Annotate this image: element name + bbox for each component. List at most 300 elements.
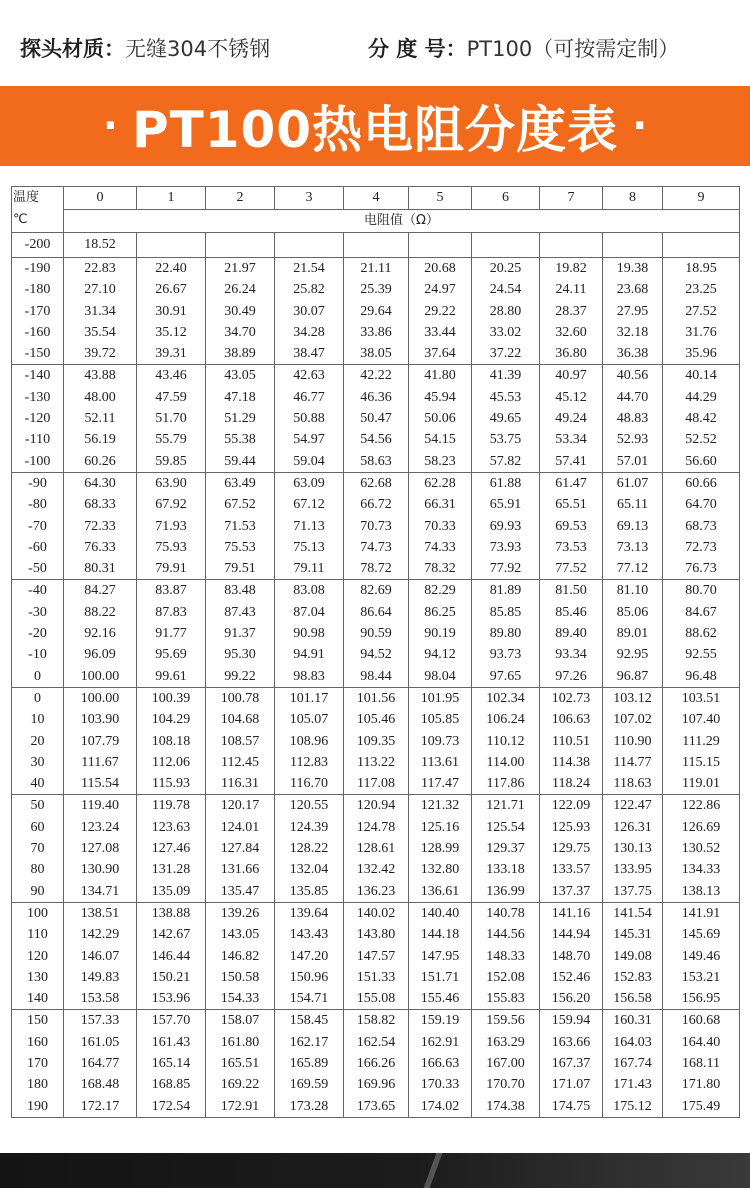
resistance-cell: 81.50 — [540, 580, 603, 602]
resistance-cell: 70.33 — [409, 516, 472, 537]
resistance-cell: 156.58 — [603, 988, 663, 1010]
resistance-cell: 147.95 — [409, 946, 472, 967]
resistance-cell: 99.61 — [137, 666, 206, 688]
resistance-cell: 81.89 — [472, 580, 540, 602]
temperature-cell: -140 — [12, 365, 64, 387]
resistance-cell: 168.85 — [137, 1074, 206, 1095]
resistance-cell: 53.75 — [472, 429, 540, 450]
resistance-cell: 158.82 — [344, 1010, 409, 1032]
temperature-cell: -170 — [12, 301, 64, 322]
table-row — [12, 258, 740, 280]
resistance-cell: 136.99 — [472, 881, 540, 903]
resistance-cell: 106.63 — [540, 709, 603, 730]
resistance-cell: 131.28 — [137, 859, 206, 880]
resistance-cell: 36.80 — [540, 343, 603, 365]
resistance-cell: 62.28 — [409, 472, 472, 494]
resistance-cell: 136.23 — [344, 881, 409, 903]
table-row — [12, 817, 740, 838]
resistance-cell: 108.57 — [206, 731, 275, 752]
resistance-cell: 106.24 — [472, 709, 540, 730]
resistance-cell: 60.66 — [663, 472, 740, 494]
resistance-cell: 87.04 — [275, 602, 344, 623]
resistance-cell: 91.77 — [137, 623, 206, 644]
resistance-cell: 127.08 — [64, 838, 137, 859]
resistance-cell: 159.94 — [540, 1010, 603, 1032]
resistance-cell: 49.65 — [472, 408, 540, 429]
resistance-cell: 147.20 — [275, 946, 344, 967]
resistance-cell: 41.39 — [472, 365, 540, 387]
resistance-cell: 63.90 — [137, 472, 206, 494]
temperature-cell: 90 — [12, 881, 64, 903]
resistance-cell: 24.97 — [409, 279, 472, 300]
resistance-cell: 35.12 — [137, 322, 206, 343]
resistance-cell: 80.70 — [663, 580, 740, 602]
column-header: 6 — [472, 187, 540, 210]
resistance-cell: 149.08 — [603, 946, 663, 967]
resistance-cell: 18.52 — [64, 233, 137, 258]
column-header: 2 — [206, 187, 275, 210]
resistance-unit-label: 电阻值（Ω） — [64, 210, 740, 233]
resistance-cell: 166.63 — [409, 1053, 472, 1074]
resistance-cell: 76.33 — [64, 537, 137, 558]
temperature-cell: -80 — [12, 494, 64, 515]
temperature-cell: 0 — [12, 687, 64, 709]
probe-material-value: 无缝304不锈钢 — [125, 37, 271, 61]
table-row — [12, 365, 740, 387]
resistance-cell: 71.93 — [137, 516, 206, 537]
resistance-cell: 138.51 — [64, 902, 137, 924]
resistance-cell: 35.96 — [663, 343, 740, 365]
resistance-cell: 150.96 — [275, 967, 344, 988]
resistance-cell: 107.79 — [64, 731, 137, 752]
resistance-cell: 87.83 — [137, 602, 206, 623]
resistance-cell: 78.72 — [344, 558, 409, 580]
resistance-cell: 116.31 — [206, 773, 275, 795]
resistance-cell: 146.44 — [137, 946, 206, 967]
resistance-cell: 144.56 — [472, 924, 540, 945]
resistance-cell: 122.86 — [663, 795, 740, 817]
resistance-cell: 133.95 — [603, 859, 663, 880]
resistance-cell: 155.08 — [344, 988, 409, 1010]
resistance-cell: 27.10 — [64, 279, 137, 300]
resistance-cell: 63.49 — [206, 472, 275, 494]
table-row — [12, 988, 740, 1010]
resistance-cell: 130.52 — [663, 838, 740, 859]
resistance-cell: 159.56 — [472, 1010, 540, 1032]
table-row — [12, 1032, 740, 1053]
resistance-cell: 24.54 — [472, 279, 540, 300]
resistance-cell: 122.47 — [603, 795, 663, 817]
temperature-cell: 130 — [12, 967, 64, 988]
resistance-cell: 136.61 — [409, 881, 472, 903]
table-row — [12, 494, 740, 515]
resistance-cell: 23.25 — [663, 279, 740, 300]
resistance-cell: 133.57 — [540, 859, 603, 880]
resistance-cell: 141.16 — [540, 902, 603, 924]
celsius-unit-label: ℃ — [13, 212, 28, 227]
table-row — [12, 967, 740, 988]
resistance-cell: 77.12 — [603, 558, 663, 580]
resistance-cell: 79.11 — [275, 558, 344, 580]
resistance-cell: 70.73 — [344, 516, 409, 537]
resistance-cell: 139.26 — [206, 902, 275, 924]
resistance-cell: 67.92 — [137, 494, 206, 515]
resistance-cell: 92.55 — [663, 644, 740, 665]
resistance-cell: 30.91 — [137, 301, 206, 322]
resistance-cell: 34.28 — [275, 322, 344, 343]
resistance-cell: 148.70 — [540, 946, 603, 967]
resistance-cell: 146.82 — [206, 946, 275, 967]
resistance-cell: 169.96 — [344, 1074, 409, 1095]
table-row — [12, 731, 740, 752]
resistance-cell: 84.67 — [663, 602, 740, 623]
resistance-cell: 172.91 — [206, 1096, 275, 1118]
resistance-cell: 29.64 — [344, 301, 409, 322]
resistance-cell: 52.11 — [64, 408, 137, 429]
resistance-cell: 126.69 — [663, 817, 740, 838]
resistance-cell: 46.36 — [344, 387, 409, 408]
table-row — [12, 644, 740, 665]
resistance-cell: 81.10 — [603, 580, 663, 602]
resistance-cell: 170.33 — [409, 1074, 472, 1095]
resistance-cell: 51.29 — [206, 408, 275, 429]
resistance-cell: 54.97 — [275, 429, 344, 450]
resistance-cell: 59.04 — [275, 451, 344, 473]
banner-dot-left: · — [102, 103, 118, 149]
resistance-cell: 97.26 — [540, 666, 603, 688]
resistance-cell: 171.80 — [663, 1074, 740, 1095]
title-banner — [0, 86, 750, 166]
resistance-cell: 160.68 — [663, 1010, 740, 1032]
resistance-cell: 104.29 — [137, 709, 206, 730]
resistance-cell: 101.17 — [275, 687, 344, 709]
resistance-cell: 54.56 — [344, 429, 409, 450]
temperature-cell: 100 — [12, 902, 64, 924]
table-row — [12, 881, 740, 903]
resistance-cell: 75.93 — [137, 537, 206, 558]
table-row — [12, 946, 740, 967]
banner-dot-right: · — [632, 103, 648, 149]
resistance-cell: 42.63 — [275, 365, 344, 387]
resistance-cell: 105.85 — [409, 709, 472, 730]
resistance-cell: 135.09 — [137, 881, 206, 903]
resistance-cell: 61.07 — [603, 472, 663, 494]
resistance-cell: 39.31 — [137, 343, 206, 365]
temperature-cell: 70 — [12, 838, 64, 859]
resistance-cell: 83.48 — [206, 580, 275, 602]
resistance-cell: 19.82 — [540, 258, 603, 280]
resistance-cell: 59.44 — [206, 451, 275, 473]
resistance-cell: 77.92 — [472, 558, 540, 580]
temperature-corner-cell — [12, 187, 64, 233]
resistance-cell: 28.80 — [472, 301, 540, 322]
resistance-cell: 32.60 — [540, 322, 603, 343]
temperature-cell: -10 — [12, 644, 64, 665]
resistance-cell: 171.07 — [540, 1074, 603, 1095]
resistance-cell: 96.48 — [663, 666, 740, 688]
resistance-cell: 88.62 — [663, 623, 740, 644]
resistance-cell: 171.43 — [603, 1074, 663, 1095]
resistance-cell: 164.77 — [64, 1053, 137, 1074]
resistance-cell: 30.07 — [275, 301, 344, 322]
resistance-cell: 103.51 — [663, 687, 740, 709]
resistance-cell: 22.83 — [64, 258, 137, 280]
resistance-cell: 65.51 — [540, 494, 603, 515]
resistance-cell: 152.83 — [603, 967, 663, 988]
resistance-cell: 172.54 — [137, 1096, 206, 1118]
table-row — [12, 709, 740, 730]
temperature-cell: -50 — [12, 558, 64, 580]
table-row — [12, 1096, 740, 1118]
resistance-cell: 145.31 — [603, 924, 663, 945]
resistance-cell: 30.49 — [206, 301, 275, 322]
resistance-cell: 112.06 — [137, 752, 206, 773]
resistance-cell: 40.97 — [540, 365, 603, 387]
resistance-cell: 173.28 — [275, 1096, 344, 1118]
resistance-cell: 71.53 — [206, 516, 275, 537]
resistance-cell: 125.93 — [540, 817, 603, 838]
resistance-cell: 131.66 — [206, 859, 275, 880]
table-row — [12, 451, 740, 473]
resistance-cell: 114.77 — [603, 752, 663, 773]
resistance-cell: 100.00 — [64, 666, 137, 688]
temperature-cell: -180 — [12, 279, 64, 300]
resistance-cell: 173.65 — [344, 1096, 409, 1118]
resistance-cell: 98.83 — [275, 666, 344, 688]
resistance-cell: 152.46 — [540, 967, 603, 988]
resistance-cell: 108.96 — [275, 731, 344, 752]
resistance-cell: 19.38 — [603, 258, 663, 280]
table-row — [12, 408, 740, 429]
table-row — [12, 902, 740, 924]
resistance-cell: 107.02 — [603, 709, 663, 730]
resistance-cell: 162.17 — [275, 1032, 344, 1053]
table-row — [12, 516, 740, 537]
resistance-cell: 149.83 — [64, 967, 137, 988]
resistance-cell: 113.61 — [409, 752, 472, 773]
temperature-cell: 80 — [12, 859, 64, 880]
resistance-cell: 127.84 — [206, 838, 275, 859]
resistance-cell: 133.18 — [472, 859, 540, 880]
resistance-cell: 54.15 — [409, 429, 472, 450]
resistance-cell: 93.73 — [472, 644, 540, 665]
resistance-cell: 153.21 — [663, 967, 740, 988]
resistance-cell: 91.37 — [206, 623, 275, 644]
resistance-cell: 39.72 — [64, 343, 137, 365]
temperature-cell: 140 — [12, 988, 64, 1010]
resistance-cell: 59.85 — [137, 451, 206, 473]
temperature-cell: 120 — [12, 946, 64, 967]
table-row — [12, 322, 740, 343]
temperature-cell: 0 — [12, 666, 64, 688]
resistance-cell: 163.29 — [472, 1032, 540, 1053]
resistance-cell: 22.40 — [137, 258, 206, 280]
resistance-cell: 38.47 — [275, 343, 344, 365]
resistance-cell: 40.14 — [663, 365, 740, 387]
resistance-cell: 124.01 — [206, 817, 275, 838]
resistance-cell: 95.69 — [137, 644, 206, 665]
decor-slash — [424, 1153, 443, 1188]
temperature-cell: -120 — [12, 408, 64, 429]
resistance-cell: 157.70 — [137, 1010, 206, 1032]
resistance-cell: 90.98 — [275, 623, 344, 644]
resistance-cell: 135.85 — [275, 881, 344, 903]
table-row — [12, 859, 740, 880]
resistance-cell: 42.22 — [344, 365, 409, 387]
resistance-cell: 147.57 — [344, 946, 409, 967]
table-row — [12, 429, 740, 450]
resistance-cell: 66.31 — [409, 494, 472, 515]
table-row — [12, 537, 740, 558]
column-header-row — [12, 187, 740, 210]
resistance-cell: 47.59 — [137, 387, 206, 408]
resistance-cell: 75.53 — [206, 537, 275, 558]
resistance-cell: 92.16 — [64, 623, 137, 644]
resistance-cell: 94.91 — [275, 644, 344, 665]
resistance-cell: 57.41 — [540, 451, 603, 473]
resistance-cell: 111.67 — [64, 752, 137, 773]
resistance-cell: 35.54 — [64, 322, 137, 343]
resistance-cell: 64.70 — [663, 494, 740, 515]
resistance-cell: 127.46 — [137, 838, 206, 859]
resistance-cell: 100.39 — [137, 687, 206, 709]
resistance-cell: 122.09 — [540, 795, 603, 817]
top-info-bar — [0, 0, 750, 86]
resistance-cell: 101.56 — [344, 687, 409, 709]
resistance-cell: 102.73 — [540, 687, 603, 709]
resistance-cell: 128.99 — [409, 838, 472, 859]
resistance-cell: 72.73 — [663, 537, 740, 558]
column-header: 7 — [540, 187, 603, 210]
resistance-cell: 53.34 — [540, 429, 603, 450]
resistance-cell: 169.22 — [206, 1074, 275, 1095]
resistance-cell: 103.90 — [64, 709, 137, 730]
index-number-info — [368, 33, 679, 63]
resistance-cell: 89.80 — [472, 623, 540, 644]
resistance-cell: 105.46 — [344, 709, 409, 730]
resistance-cell: 38.05 — [344, 343, 409, 365]
temperature-cell: 60 — [12, 817, 64, 838]
resistance-cell: 125.16 — [409, 817, 472, 838]
resistance-cell: 48.83 — [603, 408, 663, 429]
resistance-cell: 152.08 — [472, 967, 540, 988]
resistance-cell: 71.13 — [275, 516, 344, 537]
resistance-cell: 26.24 — [206, 279, 275, 300]
empty-cell — [206, 233, 275, 258]
empty-cell — [275, 233, 344, 258]
temperature-cell: 150 — [12, 1010, 64, 1032]
resistance-cell: 150.21 — [137, 967, 206, 988]
column-header: 0 — [64, 187, 137, 210]
resistance-cell: 123.24 — [64, 817, 137, 838]
resistance-cell: 90.19 — [409, 623, 472, 644]
column-header: 1 — [137, 187, 206, 210]
resistance-cell: 44.70 — [603, 387, 663, 408]
column-header: 3 — [275, 187, 344, 210]
resistance-cell: 110.90 — [603, 731, 663, 752]
index-number-value: PT100（可按需定制） — [466, 37, 680, 61]
resistance-cell: 165.14 — [137, 1053, 206, 1074]
resistance-cell: 117.47 — [409, 773, 472, 795]
resistance-cell: 167.37 — [540, 1053, 603, 1074]
resistance-cell: 140.78 — [472, 902, 540, 924]
empty-cell — [540, 233, 603, 258]
resistance-cell: 142.29 — [64, 924, 137, 945]
resistance-cell: 140.02 — [344, 902, 409, 924]
resistance-cell: 132.80 — [409, 859, 472, 880]
resistance-cell: 45.53 — [472, 387, 540, 408]
resistance-cell: 43.05 — [206, 365, 275, 387]
resistance-cell: 50.06 — [409, 408, 472, 429]
resistance-cell: 155.83 — [472, 988, 540, 1010]
resistance-cell: 103.12 — [603, 687, 663, 709]
resistance-cell: 20.25 — [472, 258, 540, 280]
table-row — [12, 580, 740, 602]
temperature-cell: 170 — [12, 1053, 64, 1074]
resistance-cell: 167.00 — [472, 1053, 540, 1074]
resistance-cell: 156.95 — [663, 988, 740, 1010]
resistance-cell: 120.17 — [206, 795, 275, 817]
resistance-cell: 27.95 — [603, 301, 663, 322]
resistance-cell: 44.29 — [663, 387, 740, 408]
resistance-cell: 31.76 — [663, 322, 740, 343]
resistance-cell: 62.68 — [344, 472, 409, 494]
table-row — [12, 838, 740, 859]
column-header: 4 — [344, 187, 409, 210]
resistance-cell: 25.82 — [275, 279, 344, 300]
resistance-cell: 151.33 — [344, 967, 409, 988]
resistance-cell: 158.07 — [206, 1010, 275, 1032]
resistance-cell: 36.38 — [603, 343, 663, 365]
resistance-cell: 46.77 — [275, 387, 344, 408]
resistance-cell: 120.55 — [275, 795, 344, 817]
resistance-cell: 148.33 — [472, 946, 540, 967]
resistance-cell: 119.78 — [137, 795, 206, 817]
resistance-cell: 130.13 — [603, 838, 663, 859]
resistance-cell: 132.42 — [344, 859, 409, 880]
resistance-cell: 116.70 — [275, 773, 344, 795]
resistance-cell: 89.40 — [540, 623, 603, 644]
resistance-cell: 108.18 — [137, 731, 206, 752]
empty-cell — [344, 233, 409, 258]
resistance-cell: 164.40 — [663, 1032, 740, 1053]
resistance-table — [11, 186, 740, 1118]
temperature-cell: 10 — [12, 709, 64, 730]
resistance-cell: 67.12 — [275, 494, 344, 515]
resistance-cell: 100.78 — [206, 687, 275, 709]
resistance-cell: 96.87 — [603, 666, 663, 688]
resistance-cell: 137.75 — [603, 881, 663, 903]
resistance-cell: 151.71 — [409, 967, 472, 988]
resistance-cell: 153.58 — [64, 988, 137, 1010]
resistance-cell: 83.87 — [137, 580, 206, 602]
resistance-cell: 126.31 — [603, 817, 663, 838]
resistance-cell: 168.11 — [663, 1053, 740, 1074]
resistance-cell: 115.54 — [64, 773, 137, 795]
resistance-cell: 92.95 — [603, 644, 663, 665]
resistance-cell: 72.33 — [64, 516, 137, 537]
temperature-cell: -30 — [12, 602, 64, 623]
resistance-cell: 43.88 — [64, 365, 137, 387]
column-header: 8 — [603, 187, 663, 210]
resistance-cell: 37.22 — [472, 343, 540, 365]
resistance-cell: 61.47 — [540, 472, 603, 494]
resistance-cell: 82.29 — [409, 580, 472, 602]
resistance-cell: 161.43 — [137, 1032, 206, 1053]
resistance-cell: 84.27 — [64, 580, 137, 602]
empty-cell — [603, 233, 663, 258]
resistance-cell: 80.31 — [64, 558, 137, 580]
